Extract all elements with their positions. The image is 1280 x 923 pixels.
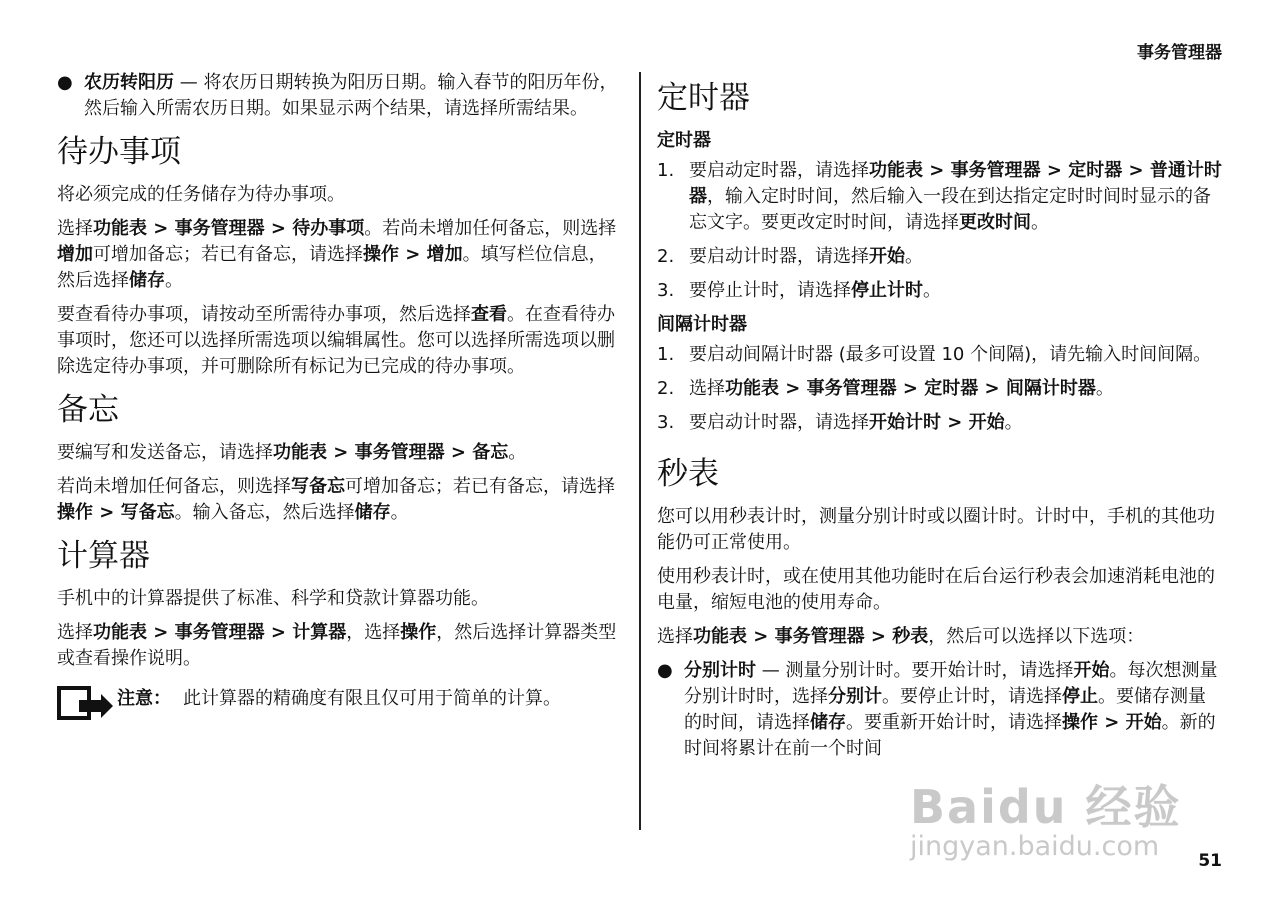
stopwatch-p1: 您可以用秒表计时，测量分别计时或以圈计时。计时中，手机的其他功能仍可正常使用。 bbox=[657, 506, 1215, 553]
page-number: 51 bbox=[1198, 851, 1222, 871]
calc-p1: 手机中的计算器提供了标准、科学和贷款计算器功能。 bbox=[57, 588, 489, 609]
stopwatch-p2: 使用秒表计时，或在使用其他功能时在后台运行秒表会加速消耗电池的电量，缩短电池的使用寿命。 bbox=[657, 566, 1215, 613]
memo-p2: 若尚未增加任何备忘，则选择写备忘可增加备忘；若已有备忘，请选择操作 > 写备忘。输入备忘，然后选择储存。 bbox=[57, 476, 615, 523]
split-bullet: ● 分别计时 — 测量分别计时。要开始计时，请选择开始。每次想测量分别计时时，选择分别计。要停止计时，请选择停止。要储存测量的时间，请选择储存。要重新开始计时，请选择操作 > 开始。新的时间将累计在前一个时间 bbox=[657, 660, 1218, 759]
lunar-text: — 将农历日期转换为阳历日期。输入春节的阳历年份，然后输入所需农历日期。如果显示两个结果，请选择所需结果。 bbox=[84, 72, 618, 119]
memo-heading: 备忘 bbox=[57, 392, 119, 428]
watermark-logo: Baidu 经验 bbox=[910, 780, 1182, 834]
baidu-watermark bbox=[910, 782, 1182, 862]
timer-step-3: 3. 要停止计时，请选择停止计时。 bbox=[657, 280, 941, 301]
interval-step-2: 2. 选择功能表 > 事务管理器 > 定时器 > 间隔计时器。 bbox=[657, 378, 1114, 399]
interval-subheading: 间隔计时器 bbox=[657, 314, 747, 335]
memo-p1: 要编写和发送备忘，请选择功能表 > 事务管理器 > 备忘。 bbox=[57, 442, 527, 463]
stopwatch-heading: 秒表 bbox=[657, 456, 719, 492]
calc-heading: 计算器 bbox=[57, 538, 150, 574]
calc-p2: 选择功能表 > 事务管理器 > 计算器，选择操作，然后选择计算器类型或查看操作说明。 bbox=[57, 622, 617, 669]
lunar-bullet bbox=[57, 70, 623, 122]
interval-step-3: 3. 要启动计时器，请选择开始计时 > 开始。 bbox=[657, 412, 1023, 433]
note-icon bbox=[57, 686, 113, 724]
timer-heading: 定时器 bbox=[657, 80, 750, 116]
lunar-term: 农历转阳历 bbox=[84, 72, 174, 93]
timer-step-1: 1. 要启动定时器，请选择功能表 > 事务管理器 > 定时器 > 普通计时器，输入定时时间，然后输入一段在到达指定定时时间时显示的备忘文字。要更改定时时间，请选择更改时间。 bbox=[657, 160, 1222, 233]
running-header: 事务管理器 bbox=[1137, 43, 1222, 63]
note-label: 注意： bbox=[117, 688, 171, 709]
left-column bbox=[57, 70, 623, 724]
column-divider bbox=[639, 72, 641, 830]
todo-view: 要查看待办事项，请按动至所需待办事项，然后选择查看。在查看待办事项时，您还可以选择所需选项以编辑属性。您可以选择所需选项以删除选定待办事项，并可删除所有标记为已完成的待办事项。 bbox=[57, 304, 615, 377]
calc-note bbox=[57, 686, 623, 724]
bullet-dot-icon: ● bbox=[57, 72, 73, 93]
timer-subheading: 定时器 bbox=[657, 130, 711, 151]
bullet-dot-icon: ● bbox=[657, 660, 673, 681]
right-column bbox=[657, 70, 1223, 770]
note-text: 此计算器的精确度有限且仅可用于简单的计算。 bbox=[183, 688, 561, 709]
todo-steps: 选择功能表 > 事务管理器 > 待办事项。若尚未增加任何备忘，则选择增加可增加备忘；若已有备忘，请选择操作 > 增加。填写栏位信息，然后选择储存。 bbox=[57, 218, 617, 291]
watermark-url: jingyan.baidu.com bbox=[910, 831, 1160, 862]
timer-step-2: 2. 要启动计时器，请选择开始。 bbox=[657, 246, 923, 267]
todo-intro: 将必须完成的任务储存为待办事项。 bbox=[57, 184, 345, 205]
interval-step-1: 1. 要启动间隔计时器 (最多可设置 10 个间隔)，请先输入时间间隔。 bbox=[657, 344, 1212, 365]
todo-heading: 待办事项 bbox=[57, 134, 181, 170]
stopwatch-p3: 选择功能表 > 事务管理器 > 秒表，然后可以选择以下选项： bbox=[657, 626, 1145, 647]
